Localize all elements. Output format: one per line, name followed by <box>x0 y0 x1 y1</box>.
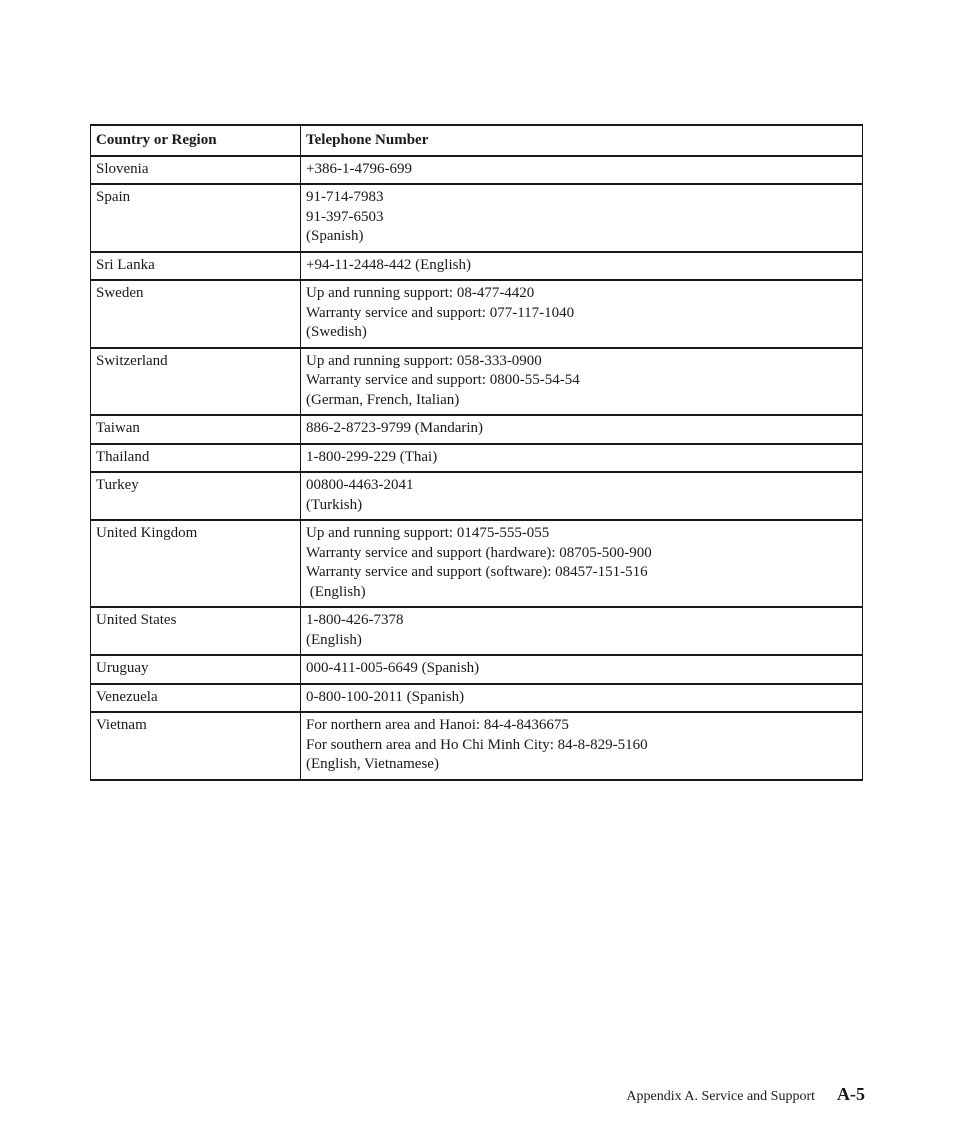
region-cell: United States <box>91 607 301 655</box>
language-note: (Swedish) <box>306 324 367 340</box>
phone-line: 1-800-426-7378 <box>306 612 404 628</box>
region-cell: Venezuela <box>91 684 301 713</box>
phone-cell <box>301 156 863 185</box>
phone-line: +386-1-4796-699 <box>306 160 412 177</box>
phone-line: 000-411-005-6649 (Spanish) <box>306 660 480 676</box>
phone-line: 1-800-299-229 (Thai) <box>306 448 438 465</box>
footer-section-title: Appendix A. Service and Support <box>626 1089 815 1104</box>
phone-line: For northern area and Hanoi: 84-4-8436675 <box>306 717 569 733</box>
table-body <box>91 156 863 780</box>
phone-line: For southern area and Ho Chi Minh City: 84-8-829-5160 <box>306 736 648 753</box>
page-number: A-5 <box>837 1084 865 1104</box>
region-cell: Spain <box>91 184 301 252</box>
phone-cell <box>301 415 863 444</box>
phone-cell <box>301 280 863 348</box>
support-phone-table <box>90 124 863 781</box>
table-row <box>91 444 863 473</box>
region-cell: United Kingdom <box>91 520 301 607</box>
header-telephone-number: Telephone Number <box>301 125 863 156</box>
region-cell: Thailand <box>91 444 301 473</box>
phone-line: Up and running support: 01475-555-055 <box>306 525 550 541</box>
phone-line: +94-11-2448-442 (English) <box>306 256 471 273</box>
phone-line: Warranty service and support: 077-117-1040 <box>306 304 575 321</box>
table-header-row <box>91 125 863 156</box>
support-phone-table-container <box>90 124 862 781</box>
phone-line: Up and running support: 08-477-4420 <box>306 285 535 301</box>
table-row <box>91 712 863 780</box>
table-row <box>91 184 863 252</box>
region-cell: Slovenia <box>91 156 301 185</box>
table-row <box>91 280 863 348</box>
header-country-or-region: Country or Region <box>91 125 301 156</box>
phone-cell <box>301 655 863 684</box>
phone-cell <box>301 684 863 713</box>
language-note: (German, French, Italian) <box>306 391 460 408</box>
language-note: (Turkish) <box>306 496 363 513</box>
phone-line: 00800-4463-2041 <box>306 477 414 493</box>
region-cell: Uruguay <box>91 655 301 684</box>
phone-line: 0-800-100-2011 (Spanish) <box>306 688 465 705</box>
language-note: (English) <box>306 631 362 648</box>
phone-line: Warranty service and support: 0800-55-54-54 <box>306 372 580 388</box>
table-row <box>91 348 863 416</box>
phone-cell <box>301 472 863 520</box>
table-row <box>91 655 863 684</box>
phone-line: Up and running support: 058-333-0900 <box>306 352 542 369</box>
table-row <box>91 156 863 185</box>
language-note: (English) <box>306 583 366 600</box>
table-row <box>91 472 863 520</box>
phone-line: 91-397-6503 <box>306 208 384 225</box>
region-cell: Sri Lanka <box>91 252 301 281</box>
phone-cell <box>301 184 863 252</box>
phone-line: 91-714-7983 <box>306 189 384 205</box>
phone-cell <box>301 348 863 416</box>
region-cell: Taiwan <box>91 415 301 444</box>
phone-cell <box>301 252 863 281</box>
table-row <box>91 252 863 281</box>
phone-cell <box>301 607 863 655</box>
region-cell: Turkey <box>91 472 301 520</box>
page-footer <box>626 1084 865 1105</box>
phone-line: Warranty service and support (software): 08457-151-516 <box>306 564 648 580</box>
language-note: (Spanish) <box>306 228 364 244</box>
phone-cell <box>301 712 863 780</box>
region-cell: Sweden <box>91 280 301 348</box>
phone-line: Warranty service and support (hardware): 08705-500-900 <box>306 544 652 561</box>
table-row <box>91 607 863 655</box>
phone-cell <box>301 444 863 473</box>
table-row <box>91 520 863 607</box>
region-cell: Vietnam <box>91 712 301 780</box>
phone-cell <box>301 520 863 607</box>
table-row <box>91 684 863 713</box>
region-cell: Switzerland <box>91 348 301 416</box>
language-note: (English, Vietnamese) <box>306 756 439 772</box>
phone-line: 886-2-8723-9799 (Mandarin) <box>306 420 484 436</box>
table-row <box>91 415 863 444</box>
